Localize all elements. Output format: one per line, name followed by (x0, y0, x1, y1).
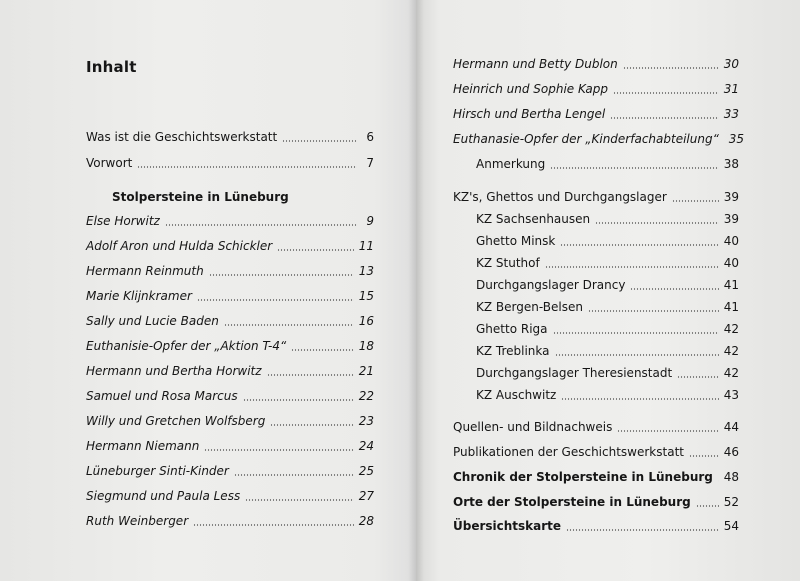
toc-dot-leader (193, 524, 354, 526)
toc-entry[interactable] (86, 483, 374, 503)
toc-entry-page: 42 (723, 344, 739, 358)
toc-dot-leader (282, 140, 357, 142)
toc-entry[interactable] (86, 358, 374, 378)
toc-entry-page: 48 (723, 470, 739, 484)
toc-entry-title: Heinrich und Sophie Kapp (453, 82, 609, 96)
toc-entry[interactable] (86, 258, 374, 278)
toc-dot-leader (623, 67, 719, 69)
toc-entry[interactable] (453, 76, 739, 96)
toc-dot-leader (234, 474, 354, 476)
toc-entry[interactable] (453, 184, 739, 204)
toc-entry-page: 38 (723, 157, 739, 171)
toc-entry-page: 21 (358, 364, 374, 378)
toc-entry-page: 28 (358, 514, 374, 528)
toc-dot-leader (595, 222, 719, 224)
toc-entry[interactable] (453, 101, 739, 121)
toc-entry-title: Hirsch und Bertha Lengel (453, 107, 606, 121)
toc-dot-leader (277, 249, 354, 251)
book-gutter (408, 0, 424, 581)
toc-dot-leader (610, 117, 718, 119)
toc-dot-leader (197, 299, 354, 301)
toc-entry-title: Was ist die Geschichtswerkstatt (86, 130, 278, 144)
toc-entry[interactable] (453, 439, 739, 459)
toc-entry[interactable] (86, 508, 374, 528)
toc-entry-title: Lüneburger Sinti-Kinder (86, 464, 229, 478)
toc-dot-leader (613, 92, 719, 94)
toc-dot-leader (566, 529, 719, 531)
toc-dot-leader (204, 449, 353, 451)
toc-entry[interactable] (453, 489, 739, 509)
toc-entry[interactable] (453, 414, 739, 434)
toc-entry[interactable] (86, 208, 374, 228)
toc-entry-page: 23 (358, 414, 374, 428)
toc-entry-page: 54 (723, 519, 739, 533)
toc-entry-page: 41 (723, 278, 739, 292)
toc-entry-title: Euthanasie-Opfer der „Kinderfachabteilung“ (453, 132, 719, 146)
toc-dot-leader (545, 266, 719, 268)
toc-entry-page: 11 (358, 239, 374, 253)
toc-entry[interactable] (86, 150, 374, 170)
toc-entry-title: Else Horwitz (86, 214, 160, 228)
toc-entry-page: 25 (358, 464, 374, 478)
toc-entry[interactable] (86, 283, 374, 303)
toc-entry-title: Marie Klijnkramer (86, 289, 192, 303)
toc-entry-title: Sally und Lucie Baden (86, 314, 219, 328)
toc-dot-leader (550, 167, 718, 169)
toc-heading: Inhalt (86, 58, 137, 76)
toc-entry-title: Vorwort (86, 156, 133, 170)
toc-entry-page: 31 (723, 82, 739, 96)
toc-entry[interactable] (476, 206, 739, 226)
toc-entry[interactable] (476, 228, 739, 248)
toc-dot-leader (243, 399, 354, 401)
toc-dot-leader (165, 224, 357, 226)
toc-entry[interactable] (86, 308, 374, 328)
toc-entry-page: 15 (358, 289, 374, 303)
toc-entry[interactable] (476, 151, 739, 171)
toc-entry[interactable] (476, 360, 739, 380)
toc-entry-title: Hermann und Betty Dublon (453, 57, 618, 71)
toc-entry-title: Hermann Reinmuth (86, 264, 204, 278)
toc-entry-title: Ruth Weinberger (86, 514, 189, 528)
toc-entry-title: Hermann Niemann (86, 439, 200, 453)
toc-entry[interactable] (86, 408, 374, 428)
toc-dot-leader (553, 332, 719, 334)
toc-dot-leader (555, 354, 719, 356)
toc-entry-page: 27 (358, 489, 374, 503)
toc-entry-title: Ghetto Riga (476, 322, 548, 336)
toc-entry-page: 16 (358, 314, 374, 328)
toc-dot-leader (718, 480, 719, 482)
toc-entry[interactable] (476, 316, 739, 336)
toc-entry-page: 41 (723, 300, 739, 314)
toc-entry[interactable] (453, 464, 739, 484)
toc-dot-leader (588, 310, 719, 312)
toc-entry-page: 13 (358, 264, 374, 278)
toc-entry-page: 33 (723, 107, 739, 121)
toc-entry[interactable] (86, 383, 374, 403)
toc-entry-title: Siegmund und Paula Less (86, 489, 241, 503)
toc-dot-leader (270, 424, 353, 426)
toc-entry-title: Durchgangslager Drancy (476, 278, 626, 292)
toc-entry-page: 42 (723, 322, 739, 336)
toc-entry-page: 18 (358, 339, 374, 353)
toc-entry-page: 39 (723, 190, 739, 204)
toc-dot-leader (267, 374, 354, 376)
toc-entry[interactable] (86, 458, 374, 478)
toc-dot-leader (630, 288, 718, 290)
toc-entry-page: 24 (358, 439, 374, 453)
toc-entry[interactable] (453, 513, 739, 533)
toc-entry-title: Quellen- und Bildnachweis (453, 420, 613, 434)
toc-entry-title: KZ Bergen-Belsen (476, 300, 583, 314)
toc-entry[interactable] (453, 126, 745, 146)
toc-entry-title: Adolf Aron und Hulda Schickler (86, 239, 273, 253)
toc-entry-title: Ghetto Minsk (476, 234, 556, 248)
toc-dot-leader (209, 274, 354, 276)
toc-entry-page: 40 (723, 234, 739, 248)
toc-entry[interactable] (476, 294, 739, 314)
toc-entry-title: Publikationen der Geschichtswerkstatt (453, 445, 684, 459)
toc-entry-page: 7 (366, 156, 374, 170)
toc-dot-leader (689, 455, 719, 457)
toc-entry[interactable] (86, 233, 374, 253)
toc-entry-page: 22 (358, 389, 374, 403)
toc-entry[interactable] (86, 124, 374, 144)
toc-dot-leader (561, 398, 718, 400)
toc-entry-title: KZ Stuthof (476, 256, 540, 270)
toc-dot-leader (617, 430, 718, 432)
toc-dot-leader (677, 376, 719, 378)
toc-entry-page: 9 (366, 214, 374, 228)
toc-entry[interactable] (453, 51, 739, 71)
toc-entry-title: Samuel und Rosa Marcus (86, 389, 238, 403)
toc-entry-title: KZ's, Ghettos und Durchgangslager (453, 190, 667, 204)
toc-entry-page: 40 (723, 256, 739, 270)
toc-entry-page: 39 (723, 212, 739, 226)
toc-entry-title: Durchgangslager Theresienstadt (476, 366, 673, 380)
toc-entry-page: 46 (723, 445, 739, 459)
toc-entry-page: 43 (723, 388, 739, 402)
toc-entry-page: 30 (723, 57, 739, 71)
toc-entry-title: Euthanisie-Opfer der „Aktion T-4“ (86, 339, 287, 353)
toc-dot-leader (291, 349, 353, 351)
toc-entry-title: Übersichtskarte (453, 519, 562, 533)
toc-entry-page: 44 (723, 420, 739, 434)
toc-entry-title: Willy und Gretchen Wolfsberg (86, 414, 266, 428)
toc-entry-title: Anmerkung (476, 157, 546, 171)
toc-dot-leader (224, 324, 354, 326)
toc-entry[interactable] (476, 250, 739, 270)
toc-entry[interactable] (476, 272, 739, 292)
toc-dot-leader (672, 200, 719, 202)
section-title: Stolpersteine in Lüneburg (112, 190, 289, 204)
toc-entry[interactable] (476, 338, 739, 358)
toc-entry-title: Orte der Stolpersteine in Lüneburg (453, 495, 691, 509)
toc-entry-page: 42 (723, 366, 739, 380)
toc-dot-leader (560, 244, 718, 246)
toc-entry-page: 6 (366, 130, 374, 144)
toc-dot-leader (696, 505, 719, 507)
toc-dot-leader (137, 166, 357, 168)
toc-entry[interactable] (86, 433, 374, 453)
toc-entry-title: Chronik der Stolpersteine in Lüneburg (453, 470, 713, 484)
toc-entry-page: 52 (723, 495, 739, 509)
toc-entry-title: Hermann und Bertha Horwitz (86, 364, 262, 378)
toc-entry-title: KZ Treblinka (476, 344, 550, 358)
toc-entry[interactable] (476, 382, 739, 402)
toc-dot-leader (245, 499, 354, 501)
toc-entry[interactable] (86, 333, 374, 353)
toc-entry-title: KZ Sachsenhausen (476, 212, 591, 226)
toc-entry-title: KZ Auschwitz (476, 388, 557, 402)
toc-entry-page: 35 (728, 132, 745, 146)
